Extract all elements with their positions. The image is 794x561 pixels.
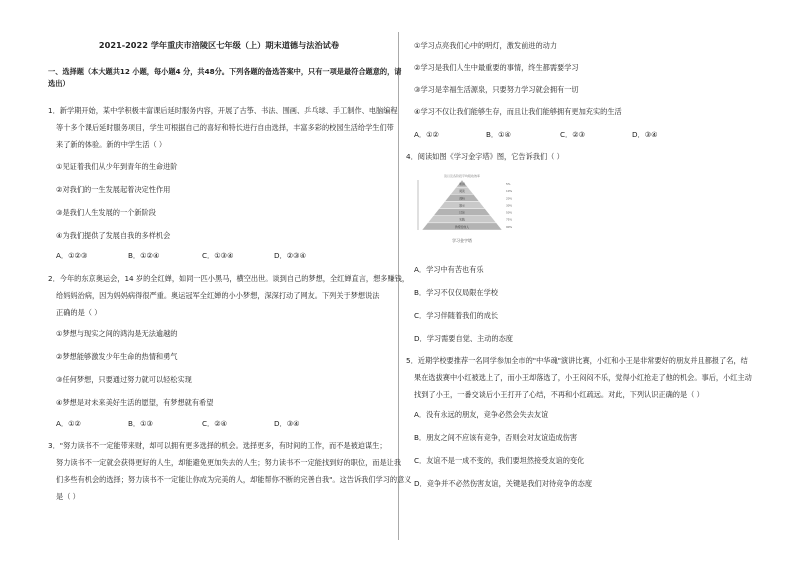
- q3-choice-c[interactable]: C．②③: [560, 130, 586, 139]
- pyramid-level-percent: 75%: [506, 217, 513, 222]
- q3-item-1: ①学习点亮我们心中的明灯，激发前进的动力: [414, 41, 558, 50]
- q2-item-3: ③任何梦想，只要通过努力就可以轻松实现: [56, 375, 192, 384]
- q5-choice-c[interactable]: C．友谊不是一成不变的，我们要坦然接受友谊的变化: [414, 456, 585, 465]
- q2-line-2: 给妈妈治病，因为妈妈病得很严重。奥运冠军全红婵的小小梦想，深深打动了网友。下列关于梦想说法: [56, 291, 380, 300]
- exam-title: 2021-2022 学年重庆市涪陵区七年级（上）期末道德与法治试卷: [98, 40, 340, 50]
- q3-line-3: 们多些有机会的选择；努力读书不一定能让你成为完美的人，却能帮你不断的完善自我"。这告诉我们学习的意义: [56, 475, 412, 484]
- q4-stem: 4．阅读如图《学习金字塔》图，它告诉我们（ ）: [406, 152, 564, 161]
- q2-line-3: 正确的是（ ）: [56, 308, 102, 317]
- q3-item-3: ③学习是幸福生活源泉，只要努力学习就会拥有一切: [414, 85, 579, 94]
- pyramid-level-label: 听讲: [459, 182, 465, 186]
- q1-line-2: 等十多个课后延时服务项目，学生可根据自己的喜好和特长进行自由选择，丰富多彩的校园生活给学生们带: [56, 123, 394, 132]
- q4-choice-c[interactable]: C．学习伴随着我们的成长: [414, 311, 499, 320]
- q1-line-3: 来了新的体验。新的中学生活（ ）: [56, 140, 167, 149]
- q2-choice-a[interactable]: A．①②: [56, 419, 81, 428]
- q3-item-2: ②学习是我们人生中最重要的事情，终生都需要学习: [414, 63, 579, 72]
- pyramid-level-label: 讨论: [459, 210, 465, 215]
- pyramid-level-percent: 50%: [506, 210, 513, 215]
- q2-choice-c[interactable]: C．②④: [202, 419, 228, 428]
- figure-caption: 学习金字塔: [452, 238, 472, 243]
- q3-choice-b[interactable]: B．①④: [486, 130, 512, 139]
- pyramid-level-percent: 20%: [506, 196, 513, 201]
- q5-choice-b[interactable]: B．朋友之间不应该有竞争，否则会对友谊造成伤害: [414, 433, 578, 442]
- q3-line-1: 3．"努力读书不一定能带来财，却可以拥有更多选择的机会。选择更多，有时间的工作，而不是被迫谋生；: [48, 441, 387, 450]
- q1-choice-c[interactable]: C．①③④: [202, 251, 234, 260]
- q2-line-1: 2．今年的东京奥运会，14 岁的全红婵，如同一匹小黑马，横空出世。谈到自己的梦想，全红婵直言，想多赚钱，: [48, 274, 410, 283]
- q5-line-3: 找到了小王，一番交谈后小王打开了心结，不再和小红疏远。对此，下列认识正确的是（ ）: [414, 390, 704, 399]
- pyramid-level-percent: 30%: [506, 203, 513, 208]
- pyramid-level-percent: 10%: [506, 189, 513, 194]
- q4-choice-d[interactable]: D．学习需要自觉、主动的态度: [414, 334, 513, 343]
- q3-item-4: ④学习不仅让我们能够生存，而且让我们能够拥有更加充实的生活: [414, 107, 622, 116]
- q3-choice-d[interactable]: D．③④: [632, 130, 658, 139]
- q2-item-2: ②梦想能够激发少年生命的热情和勇气: [56, 352, 178, 361]
- pyramid-level-label: 实践: [459, 217, 465, 222]
- q5-choice-d[interactable]: D．竞争并不必然伤害友谊，关键是我们对待竞争的态度: [414, 479, 593, 488]
- q5-choice-a[interactable]: A．没有永远的朋友，竞争必然会失去友谊: [414, 410, 549, 419]
- q3-choice-a[interactable]: A．①②: [414, 130, 439, 139]
- pyramid-level-label: 演示: [459, 203, 465, 208]
- pyramid-level-label: 阅读: [459, 189, 465, 194]
- q1-item-2: ②对我们的一生发展起着决定性作用: [56, 185, 171, 194]
- pyramid-level-percent: 90%: [506, 224, 513, 229]
- q3-line-4: 是（ ）: [56, 492, 80, 501]
- q4-choice-a[interactable]: A．学习中有苦也有乐: [414, 265, 484, 274]
- pyramid-level-label: 视听: [459, 196, 465, 201]
- q1-item-4: ④为我们提供了发展自我的多样机会: [56, 231, 171, 240]
- section-header-line2: 选出）: [48, 79, 70, 88]
- pyramid-level-label: 教授给他人: [455, 224, 469, 229]
- q1-line-1: 1．新学期开始，某中学积极丰富课后延时服务内容，开展了古筝、书法、围画、乒乓球、手工制作、电脑编程: [48, 106, 398, 115]
- q1-item-3: ③是我们人生发展的一个新阶段: [56, 208, 156, 217]
- q1-item-1: ①见证着我们从少年到青年的生命进阶: [56, 162, 178, 171]
- q5-line-1: 5．近期学校要推荐一名同学参加全市的"中华魂"演讲比赛，小红和小王是非常要好的朋友并且都报了名，结: [406, 356, 748, 365]
- pyramid-level-percent: 5%: [506, 182, 511, 186]
- q2-choice-d[interactable]: D．③④: [274, 419, 300, 428]
- section-header-line1: 一、选择题（本大题共12 小题，每小题4 分，共48分。下列各题的备选答案中，只有一项是最符合题意的，请: [48, 67, 402, 76]
- q4-choice-b[interactable]: B．学习不仅仅局限在学校: [414, 288, 498, 297]
- learning-pyramid-figure: [414, 172, 513, 246]
- q1-choice-b[interactable]: B．①②④: [128, 251, 160, 260]
- q3-line-2: 努力读书不一定就会获得更好的人生，却能避免更加失去的人生；努力读书不一定能找到好的职位，而是让我: [56, 458, 402, 467]
- q1-choice-a[interactable]: A．①②③: [56, 251, 88, 260]
- q5-line-2: 果在选拔赛中小红被选上了，而小王却落选了，小王闷闷不乐，觉得小红抢走了他的机会。事后，小红主动: [414, 373, 752, 382]
- figure-top-caption: 读以及各阶段平均吸收效率: [443, 174, 481, 178]
- q2-item-4: ④梦想是对未来美好生活的愿望，有梦想就有希望: [56, 398, 214, 407]
- q1-choice-d[interactable]: D．②③④: [274, 251, 307, 260]
- q2-item-1: ①梦想与现实之间的鸿沟是无法逾越的: [56, 329, 178, 338]
- q2-choice-b[interactable]: B．①③: [128, 419, 154, 428]
